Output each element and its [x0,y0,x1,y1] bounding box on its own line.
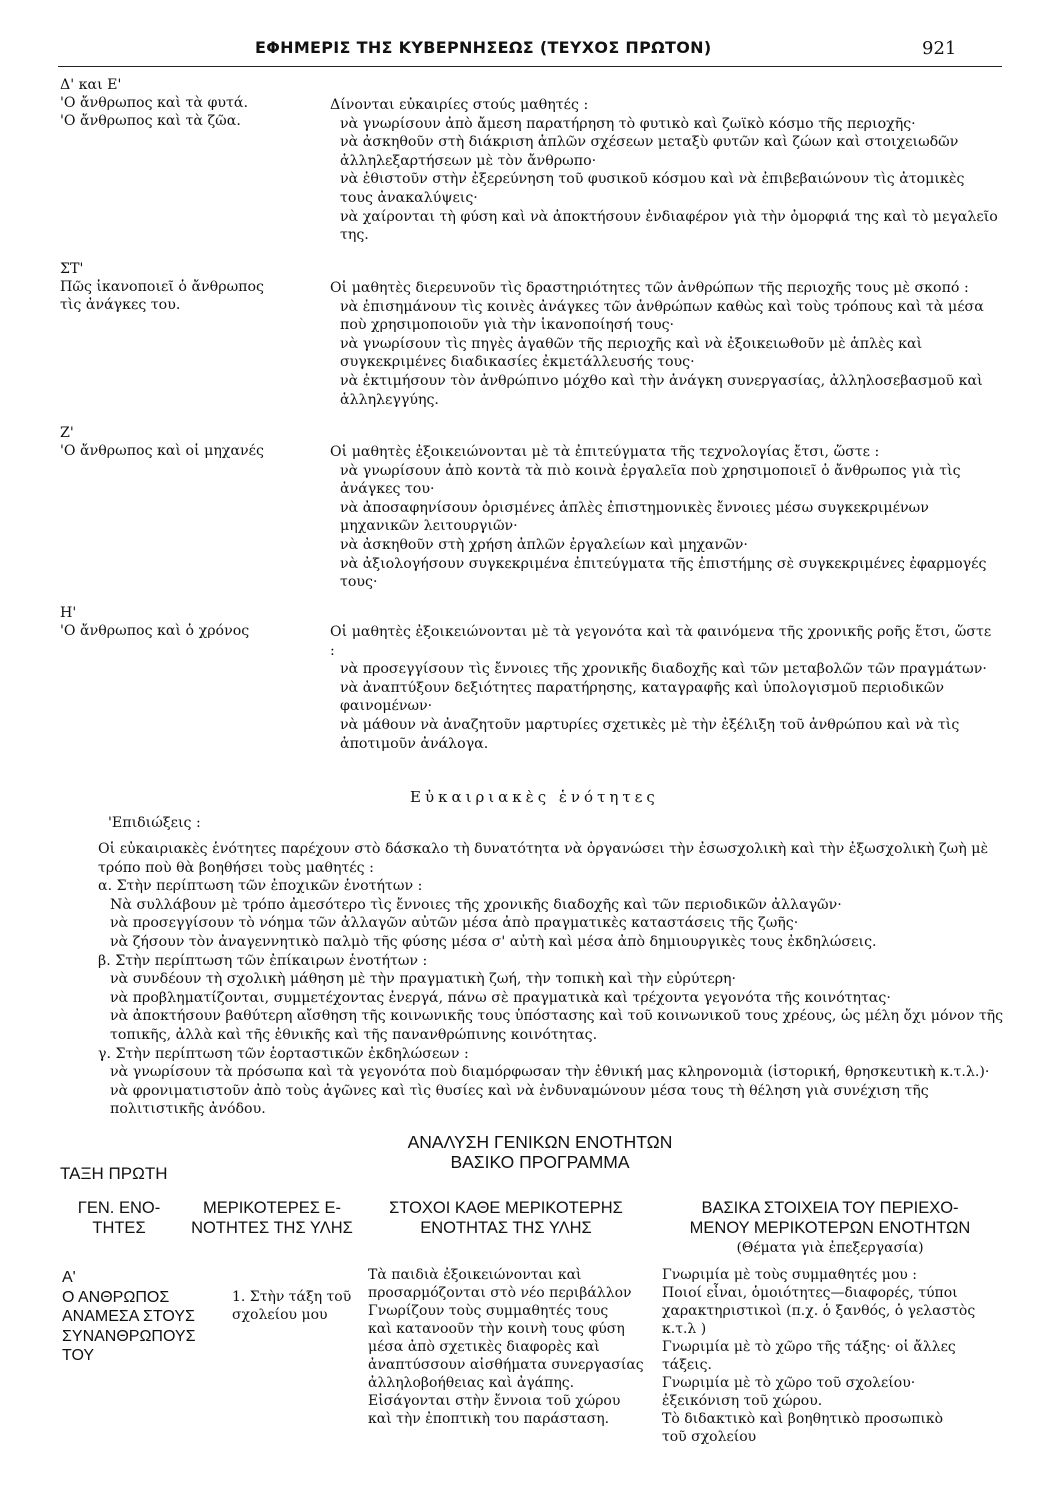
col-header-content: ΒΑΣΙΚΑ ΣΤΟΙΧΕΙΑ ΤΟΥ ΠΕΡΙΕΧΟ- ΜΕΝΟΥ ΜΕΡΙΚΟΤΕΡΩΝ ΕΝΟΤΗΤΩΝ (Θέματα γιὰ ἐπεξεργασία) [660,1198,1000,1258]
goal-item: νὰ προσεγγίσουν τὶς ἔννοιες τῆς χρονικῆς διαδοχῆς καὶ τῶν μεταβολῶν τῶν πραγμάτων· [340,661,987,678]
paragraph: νὰ ζήσουν τὸν ἀναγεννητικὸ παλμὸ τῆς φύσης μέσα σ' αὐτὴ καὶ μέσα ἀπὸ δημιουργικὲς τους ἐκδηλώσεις. [110,933,877,950]
sub-unit-content: Γνωριμία μὲ τοὺς συμμαθητές μου : Ποιοί εἶναι, ὁμοιότητες—διαφορές, τύποι χαρακτηριστικοὶ (π.χ. ὁ ξανθός, ὁ γελαστὸς κ.τ.λ ) Γνωριμία μὲ τὸ χῶρο τῆς τάξης· οἱ ἄλλες τάξεις. Γνωριμία μὲ τὸ χῶρο τοῦ σχολείου· ἐξεικόνιση τοῦ χώρου. Τὸ διδακτικὸ καὶ βοηθητικὸ προσωπικὸ τοῦ σχολείου [662,1267,976,1445]
col-header-content-sub: (Θέματα γιὰ ἐπεξεργασία) [736,1240,924,1256]
goal-item: νὰ ἐπισημάνουν τὶς κοινὲς ἀνάγκες τῶν ἀνθρώπων καθὼς καὶ τοὺς τρόπους καὶ τὰ μέσα ποὺ χρησιμοποιοῦν γιὰ τὴν ἱκανοποίησή τους· [340,298,984,334]
col-header-goals: ΣΤΟΧΟΙ ΚΑΘΕ ΜΕΡΙΚΟΤΕΡΗΣ ΕΝΟΤΗΤΑΣ ΤΗΣ ΥΛΗΣ [389,1199,623,1237]
goal-item: νὰ γνωρίσουν ἀπὸ ἄμεση παρατήρηση τὸ φυτικὸ καὶ ζωϊκὸ κόσμο τῆς περιοχῆς· [340,115,916,132]
unit-label-line: ΣΤ' [60,261,84,277]
class-title: ΤΑΞΗ ΠΡΩΤΗ [60,1164,168,1183]
col-header-sub-units: ΜΕΡΙΚΟΤΕΡΕΣ Ε- ΝΟΤΗΤΕΣ ΤΗΣ ΥΛΗΣ [191,1199,353,1237]
page-number: 921 [922,38,957,59]
unit-st-goals [330,279,998,409]
goals-label: 'Επιδιώξεις : [108,815,201,831]
general-unit-a: Α' Ο ΑΝΘΡΩΠΟΣ ΑΝΑΜΕΣΑ ΣΤΟΥΣ ΣΥΝΑΝΘΡΩΠΟΥΣ ΤΟΥ [62,1269,196,1364]
unit-h-goals [330,623,998,753]
unit-de-goals [330,96,998,245]
paragraph: νὰ γνωρίσουν τὰ πρόσωπα καὶ τὰ γεγονότα ποὺ διαμόρφωσαν τὴν ἐθνική μας κληρονομιὰ (ἱστορική, θρησκευτικὴ κ.τ.λ.)· [110,1064,990,1081]
paragraph: νὰ φρονιματιστοῦν ἀπὸ τοὺς ἀγῶνες καὶ τὶς θυσίες καὶ νὰ ἐνδυναμώνουν μέσα τους τὴ θέληση γιὰ συνέχιση τῆς πολιτιστικῆς ἀνόδου. [110,1082,929,1118]
header-rule [58,66,1002,67]
goal-item: νὰ ἐθιστοῦν στὴν ἐξερεύνηση τοῦ φυσικοῦ κόσμου καὶ νὰ ἐπιβεβαιώνουν τὶς ἀτομικὲς τους ἀνακαλύψεις· [340,171,965,206]
goal-item: νὰ ἐκτιμήσουν τὸν ἀνθρώπινο μόχθο καὶ τὴν ἀνάγκη συνεργασίας, ἀλληλοσεβασμοῦ καὶ ἀλληλεγγύης. [340,372,983,408]
goal-item: νὰ ἀξιολογήσουν συγκεκριμένα ἐπιτεύγματα τῆς ἐπιστήμης σὲ συγκεκριμένες ἐφαρμογές τους· [340,555,987,591]
sub-unit-1: 1. Στὴν τάξη τοῦ σχολείου μου [232,1289,352,1323]
unit-label-line: τὶς ἀνάγκες του. [60,297,181,313]
paragraph: Οἱ εὐκαιριακὲς ἑνότητες παρέχουν στὸ δάσκαλο τὴ δυνατότητα νὰ ὀργανώσει τὴν ἐσωσχολικὴ καὶ τὴν ἐξωσχολικὴ ζωὴ μὲ τρόπο ποὺ θὰ βοηθήσει τοὺς μαθητές : [98,841,989,876]
unit-z-label [60,424,264,460]
goal-item: νὰ ἀποσαφηνίσουν ὁρισμένες ἁπλὲς ἐπιστημονικὲς ἔννοιες μέσω συγκεκριμένων μηχανικῶν λειτουργιῶν· [340,499,929,535]
goal-item: νὰ ἀναπτύξουν δεξιότητες παρατήρησης, καταγραφῆς καὶ ὑπολογισμοῦ περιοδικῶν φαινομένων· [340,679,945,715]
goal-item: νὰ μάθουν νὰ ἀναζητοῦν μαρτυρίες σχετικὲς μὲ τὴν ἐξέλιξη τοῦ ἀνθρώπου καὶ νὰ τὶς ἀποτιμοῦν ἀνάλογα. [340,716,960,752]
goal-item: νὰ γνωρίσουν τὶς πηγὲς ἀγαθῶν τῆς περιοχῆς καὶ νὰ ἐξοικειωθοῦν μὲ ἁπλὲς καὶ συγκεκριμένες διαδικασίες ἐκμετάλλευσής τους· [340,335,923,371]
basic-program-title: ΒΑΣΙΚΟ ΠΡΟΓΡΑΜΜΑ [450,1152,630,1172]
goal-intro: Οἱ μαθητὲς ἐξοικειώνονται μὲ τὰ ἐπιτεύγματα τῆς τεχνολογίας ἔτσι, ὥστε : [330,444,880,460]
goal-item: νὰ ἀσκηθοῦν στὴ χρήση ἁπλῶν ἐργαλείων καὶ μηχανῶν· [340,536,748,553]
paragraph: γ. Στὴν περίπτωση τῶν ἑορταστικῶν ἐκδηλώσεων : [98,1045,469,1062]
unit-h-label [60,604,249,640]
unit-label-line: Πῶς ἱκανοποιεῖ ὁ ἄνθρωπος [60,279,264,295]
unit-label-line: 'Ο ἄνθρωπος καὶ τὰ ζῶα. [60,113,241,129]
col-header-general-units: ΓΕΝ. ΕΝΟ- ΤΗΤΕΣ [77,1199,161,1237]
occasional-units-title: Εὐκαιριακὲς ἑνότητες [410,788,659,806]
paragraph: νὰ προσεγγίσουν τὸ νόημα τῶν ἀλλαγῶν αὐτῶν μέσα ἀπὸ πραγματικὲς καταστάσεις τῆς ζωῆς· [110,915,799,932]
goal-item: νὰ χαίρονται τὴ φύση καὶ νὰ ἀποκτήσουν ἐνδιαφέρον γιὰ τὴν ὀμορφιά της καὶ τὸ μεγαλεῖο της. [340,208,998,244]
paragraph: Νὰ συλλάβουν μὲ τρόπο ἀμεσότερο τὶς ἔννοιες τῆς χρονικῆς διαδοχῆς καὶ τῶν περιοδικῶν ἀλλαγῶν· [110,896,842,913]
unit-label-line: 'Ο ἄνθρωπος καὶ οἱ μηχανές [60,443,264,459]
paragraph: νὰ προβληματίζονται, συμμετέχοντας ἐνεργά, πάνω σὲ πραγματικὰ καὶ τρέχοντα γεγονότα τῆς κοινότητας· [110,989,891,1006]
goal-intro: Οἱ μαθητὲς ἐξοικειώνονται μὲ τὰ γεγονότα καὶ τὰ φαινόμενα τῆς χρονικῆς ροῆς ἔτσι, ὥστε : [330,624,992,659]
analysis-title: ΑΝΑΛΥΣΗ ΓΕΝΙΚΩΝ ΕΝΟΤΗΤΩΝ [407,1132,673,1152]
unit-label-line: Η' [60,605,77,621]
paragraph: νὰ ἀποκτήσουν βαθύτερη αἴσθηση τῆς κοινωνικῆς τους ὑπόστασης καὶ τοῦ κοινωνικοῦ τους χρέους, ὡς μέλη ὄχι μόνον τῆς τοπικῆς, ἀλλὰ καὶ τῆς ἐθνικῆς καὶ τῆς πανανθρώπινης κοινότητας. [110,1008,1004,1043]
paragraph: α. Στὴν περίπτωση τῶν ἐποχικῶν ἑνοτήτων : [98,878,423,895]
unit-label-line: 'Ο ἄνθρωπος καὶ τὰ φυτά. [60,95,248,111]
goal-item: νὰ γνωρίσουν ἀπὸ κοντὰ τὰ πιὸ κοινὰ ἐργαλεῖα ποὺ χρησιμοποιεῖ ὁ ἄνθρωπος γιὰ τὶς ἀνάγκες του· [340,462,961,498]
occasional-units-body [60,840,1004,1119]
paragraph: β. Στὴν περίπτωση τῶν ἐπίκαιρων ἑνοτήτων : [98,952,428,969]
goal-intro: Δίνονται εὐκαιρίες στούς μαθητές : [330,97,589,113]
goal-item: νὰ ἀσκηθοῦν στὴ διάκριση ἁπλῶν σχέσεων μεταξὺ φυτῶν καὶ ζώων καὶ στοιχειωδῶν ἀλληλεξαρτήσεων μὲ τὸν ἄνθρωπο· [340,134,959,169]
unit-de-label [60,76,248,130]
paragraph: νὰ συνδέουν τὴ σχολικὴ μάθηση μὲ τὴν πραγματικὴ ζωή, τὴν τοπικὴ καὶ τὴν εὐρύτερη· [110,971,737,988]
unit-label-line: 'Ο ἄνθρωπος καὶ ὁ χρόνος [60,623,250,639]
goal-intro: Οἱ μαθητὲς διερευνοῦν τὶς δραστηριότητες τῶν ἀνθρώπων τῆς περιοχῆς τους μὲ σκοπό : [330,280,969,296]
unit-st-label [60,260,264,314]
gazette-header-title: ΕΦΗΜΕΡΙΣ ΤΗΣ ΚΥΒΕΡΝΗΣΕΩΣ (ΤΕΥΧΟΣ ΠΡΩΤΟΝ) [255,38,712,57]
sub-unit-goals: Τὰ παιδιὰ ἐξοικειώνονται καὶ προσαρμόζονται στὸ νέο περιβάλλον Γνωρίζουν τοὺς συμμαθητές τους καὶ κατανοοῦν τὴν κοινὴ τους φύση μέσα ἀπὸ σχετικὲς διαφορὲς καὶ ἀναπτύσσουν αἰσθήματα συνεργασίας ἀλληλοβοήθειας καὶ ἀγάπης. Εἰσάγονται στὴν ἔννοια τοῦ χώρου καὶ τὴν ἐποπτικὴ του παράσταση. [368,1267,644,1427]
unit-label-line: Δ' και Ε' [60,77,122,93]
unit-label-line: Ζ' [60,425,74,441]
unit-z-goals [330,443,998,592]
